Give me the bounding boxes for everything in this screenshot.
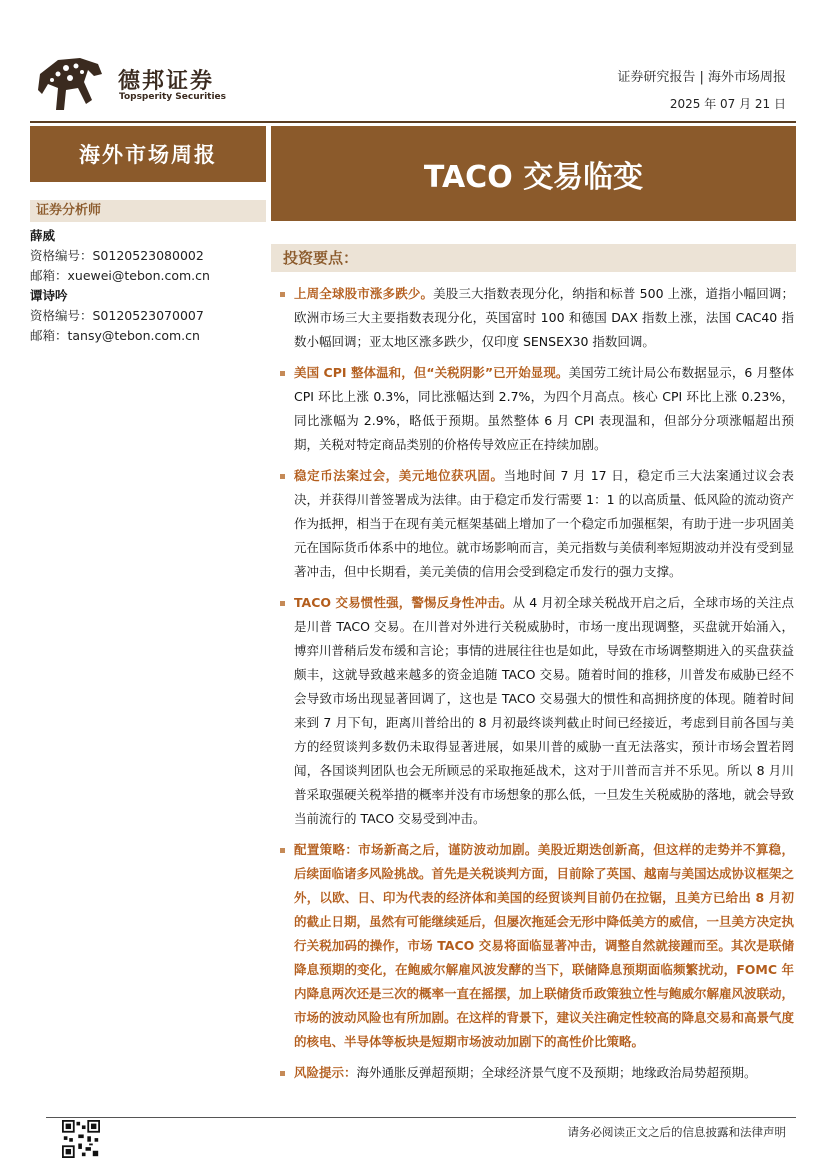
analyst-block [30, 286, 270, 346]
bullet-body: 美国劳工统计局公布数据显示，6 月整体 CPI 环比上涨 0.3%，同比涨幅达到 2.7%，为四个月高点。核心 CPI 环比上涨 0.23%，同比涨幅为 2.9%，略低于预期。虽然整体 6 月 CPI 表现温和，但部分分项涨幅超出预期，关税对特定商品类别的价格传导效应正在持续加剧。 [294, 365, 794, 452]
key-points-heading: 投资要点： [271, 244, 796, 272]
analyst-heading: 证券分析师 [30, 200, 266, 222]
analyst-block [30, 226, 270, 286]
list-item [276, 591, 794, 831]
bullet-body: 市场新高之后，谨防波动加剧。美股近期迭创新高，但这样的走势并不算稳，后续面临诸多风险挑战。首先是关税谈判方面，目前除了英国、越南与美国达成协议框架之外，以欧、日、印为代表的经济体和美国的经贸谈判目前仍在拉锯，且美方已给出 8 月初的截止日期，虽然有可能继续延后，但屡次拖延会无形中降低美方的威信，一旦美方决定执行关税加码的操作，市场 TACO 交易将面临显著冲击，调整自然就接踵而至。其次是联储降息预期的变化，在鲍威尔解雇风波发酵的当下，联储降息预期面临频繁扰动，FOMC 年内降息两次还是三次的概率一直在摇摆，加上联储货币政策独立性与鲍威尔解雇风波联动，市场的波动风险也有所加剧。在这样的背景下，建议关注确定性较高的降息交易和高景气度的核电、半导体等板块是短期市场波动加剧下的高性价比策略。 [294, 842, 795, 1049]
footer-divider [46, 1117, 796, 1118]
analyst-cert: 资格编号：S0120523080002 [30, 248, 204, 263]
bullet-heading: 上周全球股市涨多跌少。 [294, 286, 434, 301]
brand-name-en: Topsperity Securities [119, 92, 226, 102]
header-divider [30, 121, 796, 123]
analyst-name: 谭诗吟 [30, 288, 68, 303]
analyst-name: 薛威 [30, 228, 56, 243]
bullet-body: 当地时间 7 月 17 日，稳定币三大法案通过议会表决，并获得川普签署成为法律。由于稳定币发行需要 1：1 的以高质量、低风险的流动资产作为抵押，相当于在现有美元框架基础上增加了一个稳定币加强框架，有助于进一步巩固美元在国际货币体系中的地位。就市场影响而言，美元指数与美债利率短期波动并没有受到显著冲击，但中长期看，美元美债的信用会受到稳定币发行的强力支撑。 [294, 468, 795, 579]
bullet-heading: 稳定币法案过会，美元地位获巩固。 [294, 468, 504, 483]
list-item [276, 838, 794, 1054]
bullet-heading: TACO 交易惯性强，警惕反身性冲击。 [294, 595, 513, 610]
list-item [276, 361, 794, 457]
bullet-body: 海外通胀反弹超预期；全球经济景气度不及预期；地缘政治局势超预期。 [356, 1065, 757, 1080]
report-date: 2025 年 07 月 21 日 [669, 97, 786, 111]
topsperity-logo-icon [36, 54, 106, 116]
list-item [276, 464, 794, 584]
report-type: 证券研究报告 | 海外市场周报 [617, 70, 786, 85]
brand-name-cn: 德邦证券 [118, 69, 215, 94]
analyst-email[interactable]: 邮箱：xuewei@tebon.com.cn [30, 268, 210, 283]
bullet-heading: 风险提示： [294, 1065, 357, 1080]
list-item [276, 282, 794, 354]
key-points-list [276, 282, 794, 1092]
qr-code-icon[interactable] [62, 1120, 100, 1158]
report-title: TACO 交易临变 [271, 126, 796, 221]
bullet-body: 美股三大指数表现分化，纳指和标普 500 上涨，道指小幅回调；欧洲市场三大主要指数表现分化，英国富时 100 和德国 DAX 指数上涨，法国 CAC40 指数小幅回调；亚太地区涨多跌少，仅印度 SENSEX30 指数回调。 [294, 286, 794, 349]
bullet-heading: 配置策略： [294, 842, 359, 857]
analyst-email[interactable]: 邮箱：tansy@tebon.com.cn [30, 328, 200, 343]
legal-disclaimer: 请务必阅读正文之后的信息披露和法律声明 [567, 1125, 786, 1139]
analyst-cert: 资格编号：S0120523070007 [30, 308, 204, 323]
list-item [276, 1061, 794, 1085]
bullet-heading: 美国 CPI 整体温和，但“关税阴影”已开始显现。 [294, 365, 569, 380]
bullet-body: 从 4 月初全球关税战开启之后，全球市场的关注点是川普 TACO 交易。在川普对外进行关税威胁时，市场一度出现调整，买盘就开始涌入，博弈川普稍后发布缓和言论；事情的进展往往也是如此，导致在市场调整期进入的买盘获益颇丰，这就导致越来越多的资金追随 TACO 交易。随着时间的推移，川普发布威胁已经不会导致市场出现显著回调了，这也是 TACO 交易强大的惯性和高拥挤度的体现。随着时间来到 7 月下旬，距离川普给出的 8 月初最终谈判截止时间已经接近，考虑到目前各国与美方的经贸谈判多数仍未取得显著进展，如果川普的威胁一直无法落实，预计市场会置若罔闻，各国谈判团队也会无所顾忌的采取拖延战术，这对于川普而言并不乐见。所以 8 月川普采取强硬关税举措的概率并没有市场想象的那么低，一旦发生关税威胁的落地，就会导致当前流行的 TACO 交易受到冲击。 [294, 595, 795, 826]
section-banner: 海外市场周报 [30, 126, 266, 182]
